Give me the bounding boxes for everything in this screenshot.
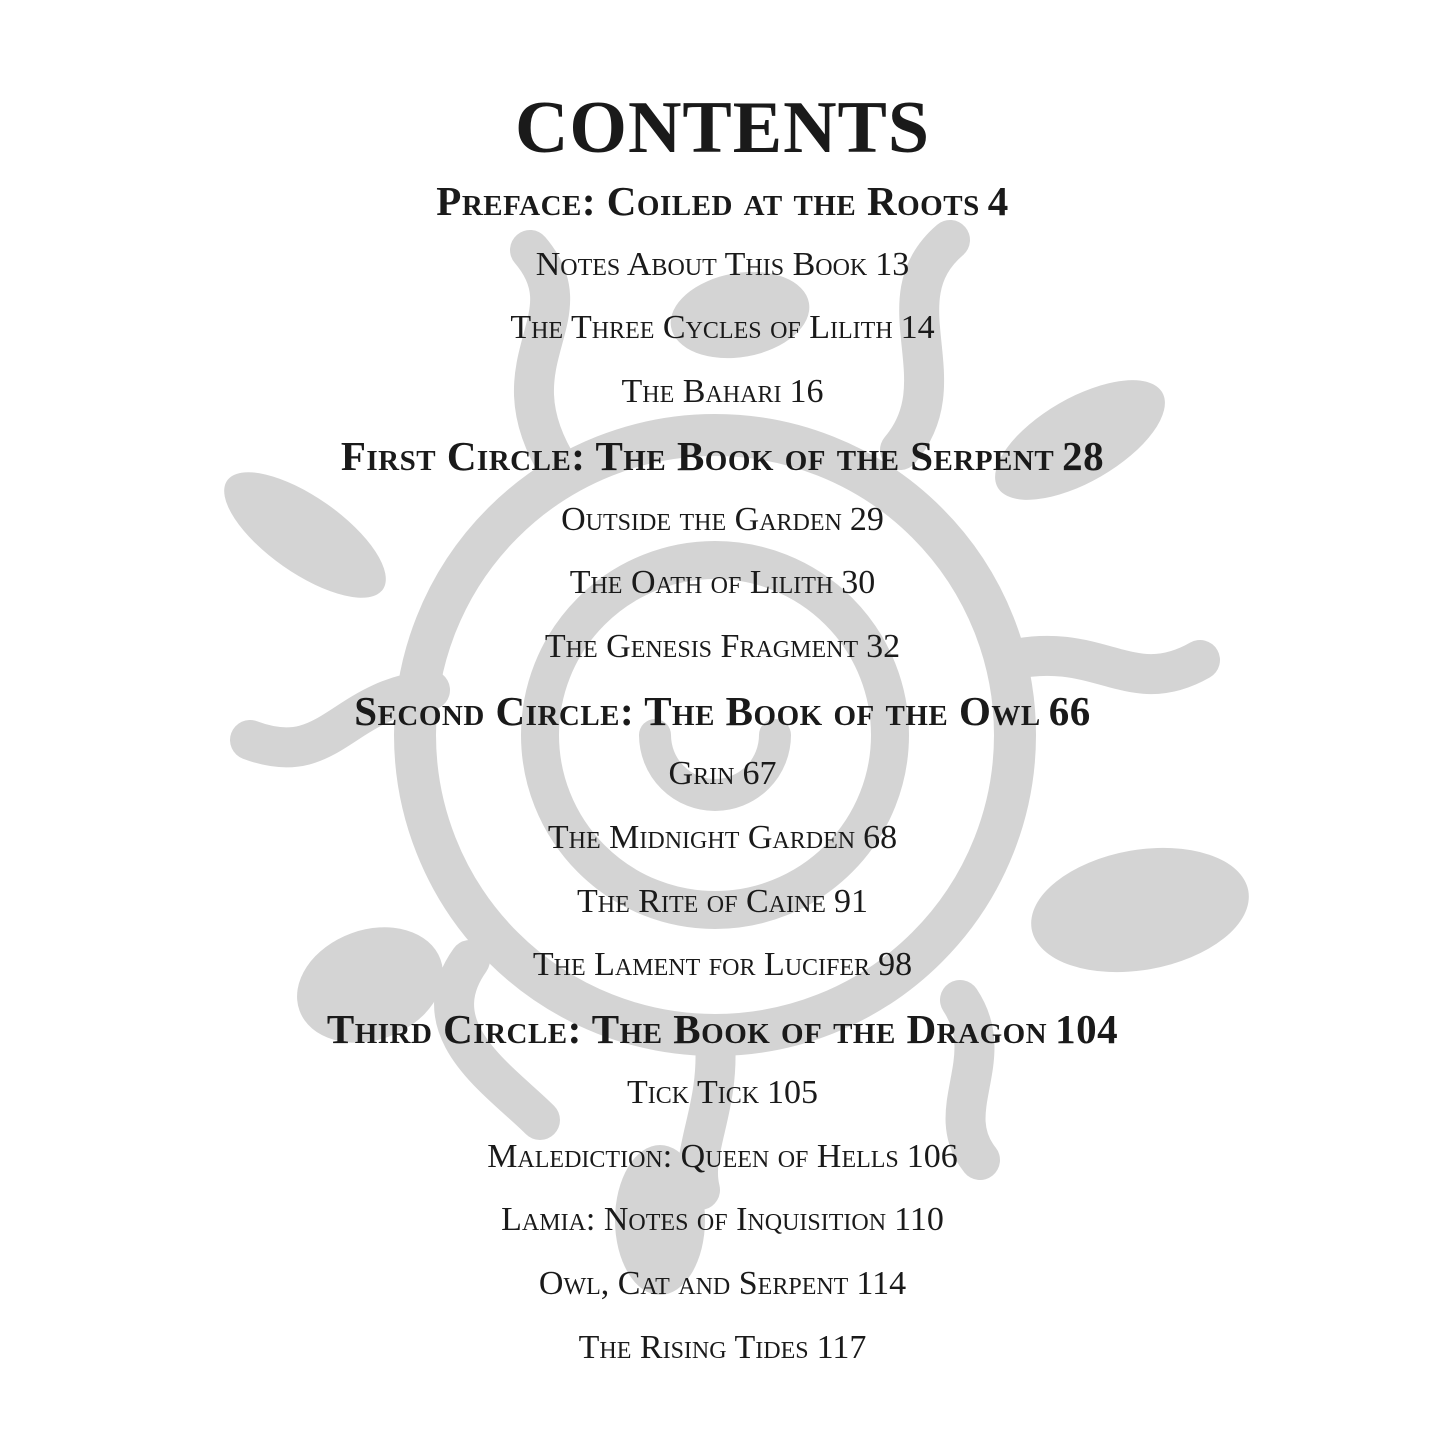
toc-entry-title: Outside the Garden (561, 501, 842, 538)
toc-entry-page-number: 14 (900, 309, 935, 346)
toc-entry-title: Owl, Cat and Serpent (538, 1265, 849, 1302)
toc-entry-page-number: 66 (1048, 688, 1091, 734)
toc-entry-title: The Rite of Caine (577, 883, 826, 920)
toc-entry-page-number: 13 (875, 246, 910, 283)
toc-entry-title: Tick Tick (626, 1074, 760, 1111)
toc-entry-title: The Three Cycles of Lilith (510, 309, 893, 346)
toc-entry (0, 1326, 1445, 1370)
toc-entry (0, 943, 1445, 987)
toc-entry-page-number: 110 (894, 1201, 944, 1238)
toc-entry (0, 1071, 1445, 1115)
page-title: CONTENTS (514, 87, 931, 169)
toc-entry-page-number: 28 (1062, 433, 1105, 479)
toc-entry-page-number: 117 (816, 1329, 867, 1366)
toc-section-entry (0, 686, 1445, 736)
toc-entry-title: Grin (668, 755, 735, 792)
toc-entry-page-number: 30 (841, 564, 876, 601)
toc-entry-page-number: 67 (742, 755, 777, 792)
toc-entry-page-number: 16 (789, 373, 824, 410)
toc-entry (0, 752, 1445, 796)
toc-entry-title: The Bahari (621, 373, 782, 410)
toc-entry-title: The Midnight Garden (547, 819, 856, 856)
toc-entry-page-number: 106 (906, 1138, 958, 1175)
toc-entry-title: Lamia: Notes of Inquisition (501, 1201, 887, 1238)
toc-entry-title: Notes About This Book (535, 246, 868, 283)
toc-entry-page-number: 4 (987, 178, 1009, 224)
toc-entry (0, 625, 1445, 669)
toc-entry (0, 1262, 1445, 1306)
toc-entry (0, 243, 1445, 287)
toc-entry (0, 370, 1445, 414)
toc-entry (0, 306, 1445, 350)
toc-entry-page-number: 29 (849, 501, 884, 538)
toc-entry (0, 1198, 1445, 1242)
toc-entry-title: Third Circle: The Book of the Dragon (326, 1006, 1048, 1052)
toc-entry (0, 816, 1445, 860)
toc-entry-page-number: 68 (863, 819, 898, 856)
toc-entry-title: Preface: Coiled at the Roots (436, 178, 980, 224)
toc-entry-title: The Oath of Lilith (569, 564, 834, 601)
toc-entry (0, 1135, 1445, 1179)
toc-entry-title: Malediction: Queen of Hells (487, 1138, 899, 1175)
toc-section-entry (0, 431, 1445, 481)
toc-entry-page-number: 104 (1055, 1006, 1119, 1052)
toc-entry-title: Second Circle: The Book of the Owl (354, 688, 1041, 734)
toc-entry-page-number: 105 (767, 1074, 819, 1111)
toc-entry-title: First Circle: The Book of the Serpent (340, 433, 1055, 479)
toc-entry-page-number: 114 (856, 1265, 907, 1302)
toc-entry-page-number: 32 (866, 628, 901, 665)
toc-entry-page-number: 91 (833, 883, 868, 920)
toc-entry-title: The Rising Tides (578, 1329, 809, 1366)
toc-entry (0, 561, 1445, 605)
toc-entry (0, 498, 1445, 542)
toc-entry (0, 880, 1445, 924)
toc-section-entry (0, 1004, 1445, 1054)
toc-entry-title: The Lament for Lucifer (532, 946, 871, 983)
toc-entry-page-number: 98 (878, 946, 913, 983)
toc-section-entry (0, 176, 1445, 226)
toc-entry-title: The Genesis Fragment (544, 628, 859, 665)
